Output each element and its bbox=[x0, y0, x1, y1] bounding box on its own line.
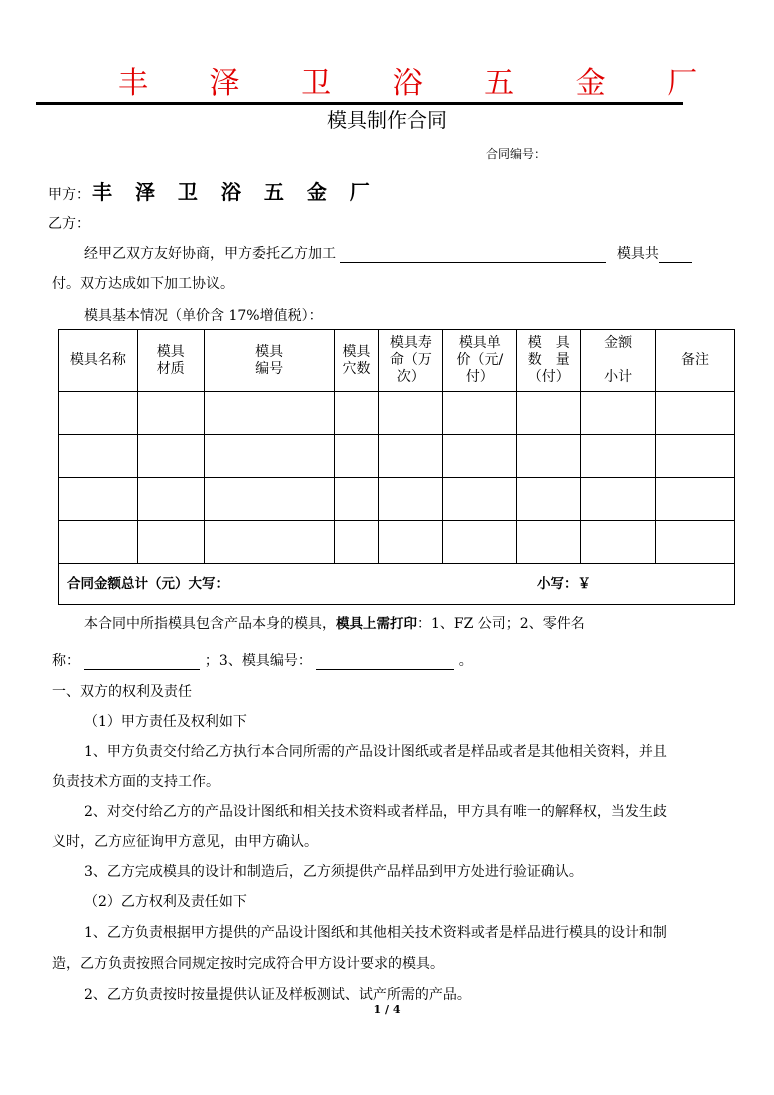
print-clause-text-c: 称： bbox=[52, 653, 80, 669]
mold-info-table bbox=[58, 329, 735, 605]
col-quantity: 模 具 数 量 （付） bbox=[517, 330, 581, 392]
party-a-label: 甲方： bbox=[48, 187, 90, 203]
total-amount-cell bbox=[59, 564, 735, 605]
col-mold-name: 模具名称 bbox=[59, 330, 138, 392]
clause-b1-line-2: 造，乙方负责按照合同规定按时完成符合甲方设计要求的模具。 bbox=[52, 956, 444, 972]
clause-a1-line-2: 负责技术方面的支持工作。 bbox=[52, 774, 220, 790]
clause-b1-line-1: 1、乙方负责根据甲方提供的产品设计图纸和其他相关技术资料或者是样品进行模具的设计和制 bbox=[84, 925, 667, 941]
print-clause-text-d: ；3、模具编号： bbox=[204, 653, 312, 669]
process-item-blank bbox=[340, 246, 606, 263]
clause-a3: 3、乙方完成模具的设计和制造后，乙方须提供产品样品到甲方处进行验证确认。 bbox=[84, 864, 583, 880]
section-1-heading: 一、双方的权利及责任 bbox=[52, 684, 192, 700]
table-row bbox=[59, 521, 735, 564]
part-name-blank bbox=[84, 653, 200, 670]
clause-a2-line-1: 2、对交付给乙方的产品设计图纸和相关技术资料或者样品，甲方具有唯一的解释权，当发生歧 bbox=[84, 804, 667, 820]
table-header-row bbox=[59, 330, 735, 392]
print-clause-line-1 bbox=[84, 612, 585, 633]
print-clause-text-b: ：1、FZ 公司；2、零件名 bbox=[417, 616, 585, 632]
document-title: 模具制作合同 bbox=[327, 108, 447, 132]
table-row bbox=[59, 478, 735, 521]
contract-number-label: 合同编号： bbox=[486, 147, 547, 161]
party-b-label: 乙方： bbox=[48, 216, 90, 232]
clause-b2: 2、乙方负责按时按量提供认证及样板测试、试产所需的产品。 bbox=[84, 987, 471, 1003]
col-life: 模具寿 命（万 次） bbox=[379, 330, 443, 392]
mold-code-blank bbox=[316, 653, 454, 670]
col-unit-price: 模具单 价（元/ 付） bbox=[443, 330, 517, 392]
print-clause-bold: 模具上需打印 bbox=[336, 616, 417, 632]
clause-a2-line-2: 义时，乙方应征询甲方意见，由甲方确认。 bbox=[52, 834, 318, 850]
col-material: 模具 材质 bbox=[137, 330, 204, 392]
intro-line-2: 付。双方达成如下加工协议。 bbox=[52, 276, 234, 292]
table-caption: 模具基本情况（单价含 17%增值税）： bbox=[84, 308, 323, 324]
col-cavity: 模具 穴数 bbox=[334, 330, 379, 392]
table-row bbox=[59, 392, 735, 435]
total-amount-label: 合同金额总计（元）大写： bbox=[67, 575, 229, 592]
page-number: 1 / 4 bbox=[373, 1003, 401, 1016]
print-clause-line-2 bbox=[52, 650, 473, 670]
clause-a1-line-1: 1、甲方负责交付给乙方执行本合同所需的产品设计图纸或者是样品或者是其他相关资料，并且 bbox=[84, 744, 667, 760]
print-clause-text-a: 本合同中所指模具包含产品本身的模具， bbox=[84, 616, 336, 632]
intro-text-b: 模具共 bbox=[616, 246, 659, 262]
table-row bbox=[59, 435, 735, 478]
print-clause-text-e: 。 bbox=[458, 653, 473, 669]
intro-text-a: 经甲乙双方友好协商，甲方委托乙方加工 bbox=[84, 246, 336, 262]
total-amount-small-label: 小写：￥ bbox=[537, 576, 591, 592]
col-amount: 金额 小计 bbox=[581, 330, 656, 392]
company-header: 丰 泽 卫 浴 五 金 厂 bbox=[118, 66, 724, 101]
col-remark: 备注 bbox=[656, 330, 735, 392]
intro-line-1 bbox=[84, 243, 692, 263]
col-code: 模具 编号 bbox=[204, 330, 334, 392]
section-1-sub-1: （1）甲方责任及权利如下 bbox=[84, 714, 247, 730]
table-total-row bbox=[59, 564, 735, 605]
section-1-sub-2: （2）乙方权利及责任如下 bbox=[84, 894, 247, 910]
party-a-line bbox=[48, 176, 378, 205]
party-a-name: 丰 泽 卫 浴 五 金 厂 bbox=[92, 180, 378, 204]
mold-count-blank bbox=[659, 246, 692, 263]
